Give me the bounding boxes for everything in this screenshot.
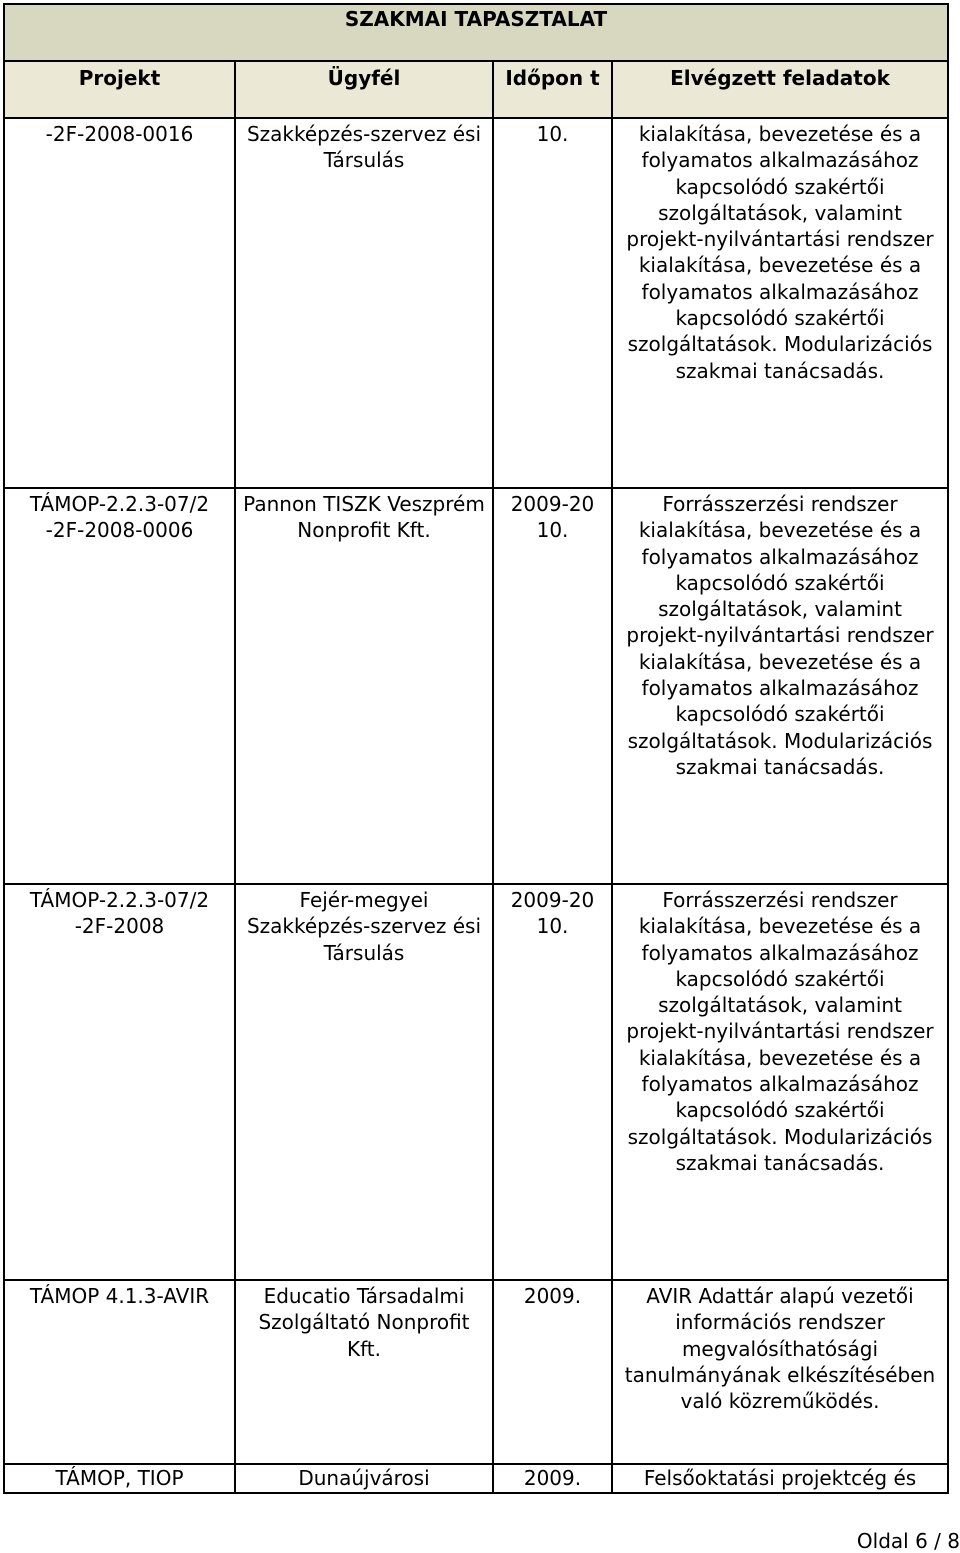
cell-ugyfel: Fejér-megyei Szakképzés-szervez ési Társulás <box>235 884 493 1280</box>
table-row <box>4 884 948 1280</box>
cell-projekt: TÁMOP-2.2.3-07/2 -2F-2008 <box>4 884 235 1280</box>
cell-idopont: 2009. <box>493 1464 612 1493</box>
cell-ugyfel: Dunaújvárosi <box>235 1464 493 1493</box>
cell-feladatok: Forrásszerzési rendszer kialakítása, bevezetése és a folyamatos alkalmazásához kapcsolódó szakértői szolgáltatások, valamint projekt-nyilvántartási rendszer kialakítása, bevezetése és a folyamatos alkalmazásához kapcsolódó szakértői szolgáltatások. Modularizációs szakmai tanácsadás. <box>612 884 948 1280</box>
col-header-idopont: Időpon t <box>493 61 612 118</box>
cell-idopont: 10. <box>493 118 612 488</box>
cell-idopont: 2009-20 10. <box>493 488 612 884</box>
table-title <box>4 4 948 61</box>
cell-feladatok: Forrásszerzési rendszer kialakítása, bevezetése és a folyamatos alkalmazásához kapcsolódó szakértői szolgáltatások, valamint projekt-nyilvántartási rendszer kialakítása, bevezetése és a folyamatos alkalmazásához kapcsolódó szakértői szolgáltatások. Modularizációs szakmai tanácsadás. <box>612 488 948 884</box>
cell-idopont: 2009. <box>493 1280 612 1464</box>
col-header-feladatok: Elvégzett feladatok <box>612 61 948 118</box>
table-title-text: SZAKMAI TAPASZTALAT <box>344 6 608 31</box>
cell-projekt: TÁMOP, TIOP <box>4 1464 235 1493</box>
col-header-ugyfel: Ügyfél <box>235 61 493 118</box>
table-row <box>4 488 948 884</box>
cell-ugyfel: Educatio Társadalmi Szolgáltató Nonprofit Kft. <box>235 1280 493 1464</box>
experience-table <box>3 3 949 1494</box>
cell-feladatok: Felsőoktatási projektcég és <box>612 1464 948 1493</box>
table-row <box>4 1464 948 1493</box>
cell-projekt: TÁMOP 4.1.3-AVIR <box>4 1280 235 1464</box>
table-row <box>4 1280 948 1464</box>
cell-projekt: -2F-2008-0016 <box>4 118 235 488</box>
cell-ugyfel: Szakképzés-szervez ési Társulás <box>235 118 493 488</box>
cell-idopont: 2009-20 10. <box>493 884 612 1280</box>
page-number: Oldal 6 / 8 <box>856 1529 960 1553</box>
cell-ugyfel: Pannon TISZK Veszprém Nonprofit Kft. <box>235 488 493 884</box>
table-row <box>4 118 948 488</box>
cell-feladatok: AVIR Adattár alapú vezetői információs rendszer megvalósíthatósági tanulmányának elkészítésében való közreműködés. <box>612 1280 948 1464</box>
col-header-projekt: Projekt <box>4 61 235 118</box>
cell-projekt: TÁMOP-2.2.3-07/2 -2F-2008-0006 <box>4 488 235 884</box>
cell-feladatok: kialakítása, bevezetése és a folyamatos alkalmazásához kapcsolódó szakértői szolgáltatások, valamint projekt-nyilvántartási rendszer kialakítása, bevezetése és a folyamatos alkalmazásához kapcsolódó szakértői szolgáltatások. Modularizációs szakmai tanácsadás. <box>612 118 948 488</box>
